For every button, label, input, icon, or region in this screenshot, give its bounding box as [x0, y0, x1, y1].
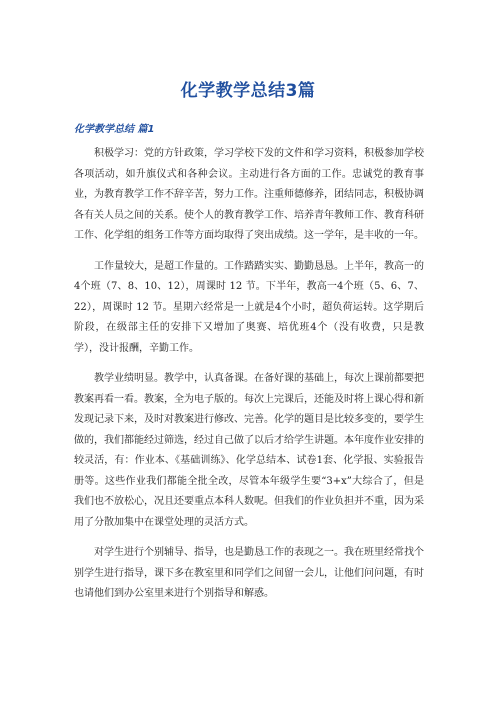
paragraph: 积极学习：党的方针政策，学习学校下发的文件和学习资料，积极参加学校各项活动，如升旗仪式和各种会议。主动进行各方面的工作。忠诚党的教育事业，为教育教学工作不辞辛苦，努力工作。注重师德修养，团结同志，积极协调各有关人员之间的关系。使个人的教育教学工作、培养青年教师工作、教育科研工作、化学组的组务工作等方面均取得了突出成绩。这一学年，是丰收的一年。	[74, 148, 424, 241]
paragraph: 对学生进行个别辅导、指导，也是勤恳工作的表现之一。我在班里经常找个别学生进行指导，课下多在教室里和同学们之间留一会儿，让他们问问题，有时也请他们到办公室里来进行个别指导和解惑。	[74, 547, 424, 599]
document-title: 化学教学总结3篇	[180, 81, 316, 101]
section-heading: 化学教学总结 篇1	[74, 124, 155, 135]
paragraph: 工作量较大，是超工作量的。工作踏踏实实、勤勤恳恳。上半年，教高一的4个班（7、8、10、12），周课时 12 节。下半年，教高一4个班（5、6、7、22），周课时 12 节。星期六经常是一上就是4个小时，超负荷运转。这学期后阶段，在级部主任的安排下又增加了奥赛、培优班4个（没有收费，只是教学），没计报酬，辛勤工作。	[74, 260, 424, 354]
document-body	[74, 144, 424, 615]
paragraph: 教学业绩明显。教学中，认真备课。在备好课的基础上，每次上课前都要把教案再看一看。教案，全为电子版的。每次上完课后，还能及时将上课心得和新发现记录下来，及时对教案进行修改、完善。化学的题目是比较多变的，要学生做的，我们都能经过筛选，经过自己做了以后才给学生讲题。本年度作业安排的较灵活，有：作业本、《基础训练》、化学总结本、试卷1套、化学报、实验报告册等。这些作业我们都能全批全改，尽管本年级学生要“3+x”大综合了，但是我们也不放松心，况且还要重点本科人数呢。但我们的作业负担并不重，因为采用了分散加集中在课堂处理的灵活方式。	[74, 373, 424, 528]
